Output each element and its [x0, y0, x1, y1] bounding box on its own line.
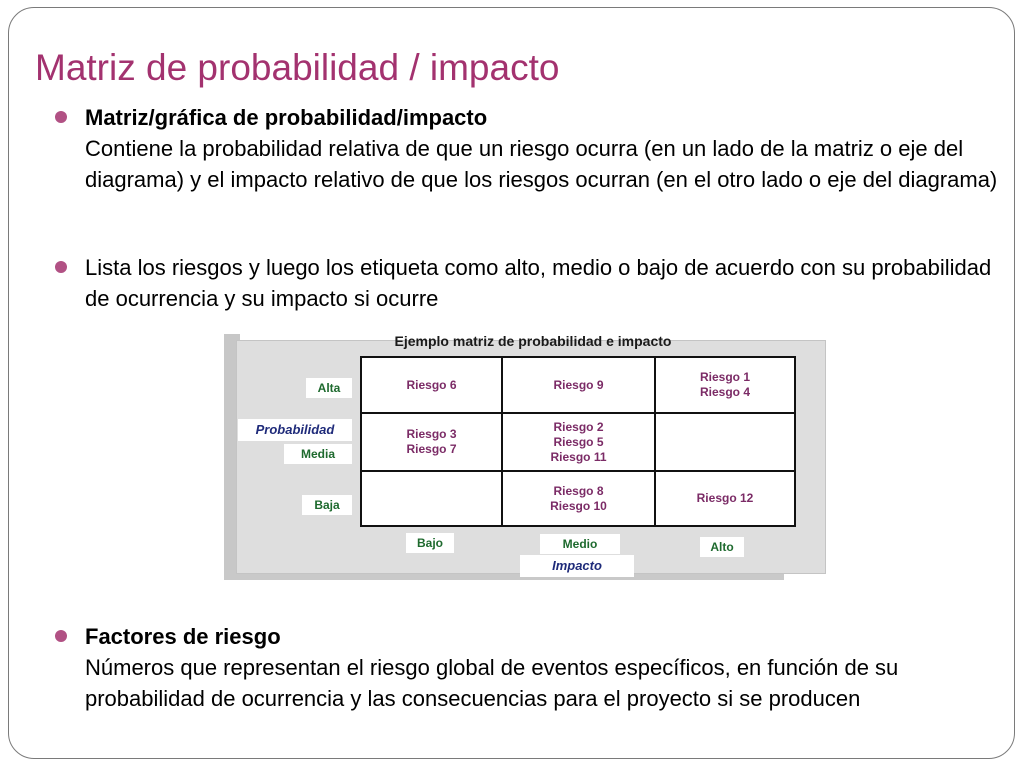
risk-item: Riesgo 9: [553, 377, 604, 392]
risk-item: Riesgo 12: [696, 491, 754, 505]
slide-title: Matriz de probabilidad / impacto: [35, 47, 560, 88]
bullet-heading: Factores de riesgo: [85, 624, 281, 649]
bullet-risk-factors: [85, 621, 1000, 714]
risk-item: Riesgo 4: [699, 385, 750, 399]
matrix-cell: [362, 358, 503, 414]
bullet-text: Lista los riesgos y luego los etiqueta como alto, medio o bajo de acuerdo con su probabilidad de ocurrencia y su impacto si ocurre: [85, 255, 992, 311]
matrix-cell: [503, 472, 656, 525]
matrix-cell: [503, 414, 656, 472]
probability-impact-matrix: [206, 330, 824, 582]
row-label-low: Baja: [302, 495, 352, 515]
matrix-cell: [362, 472, 503, 525]
matrix-cell: [656, 472, 794, 525]
y-axis-label: Probabilidad: [238, 419, 352, 441]
risk-item: Riesgo 7: [406, 442, 457, 456]
bullet-matrix: [85, 102, 1000, 195]
bullet-list-risks: [85, 252, 1000, 314]
risk-item: Riesgo 3: [406, 427, 457, 441]
col-label-medium: Medio: [540, 534, 620, 554]
risk-item: Riesgo 1: [699, 370, 750, 384]
matrix-cell: [503, 358, 656, 414]
col-label-high: Alto: [700, 537, 744, 557]
bullet-dot-icon: [55, 111, 67, 123]
risk-item: Riesgo 6: [406, 377, 457, 392]
matrix-cell: [656, 414, 794, 472]
x-axis-label: Impacto: [520, 555, 634, 577]
bullet-heading: Matriz/gráfica de probabilidad/impacto: [85, 105, 488, 130]
matrix-cell: [362, 414, 503, 472]
risk-item: Riesgo 2: [553, 419, 604, 434]
bullet-text: Números que representan el riesgo global de eventos específicos, en función de su probabilidad de ocurrencia y las consecuencias para el proyecto si se producen: [85, 655, 899, 711]
bullet-dot-icon: [55, 261, 67, 273]
risk-item: Riesgo 11: [550, 449, 607, 464]
risk-item: Riesgo 10: [550, 498, 607, 513]
bullet-dot-icon: [55, 630, 67, 642]
risk-item: Riesgo 5: [553, 434, 604, 449]
row-label-medium: Media: [284, 444, 352, 464]
row-label-high: Alta: [306, 378, 352, 398]
matrix-grid: [360, 356, 796, 527]
bullet-text: Contiene la probabilidad relativa de que un riesgo ocurra (en un lado de la matriz o eje del diagrama) y el impacto relativo de que los riesgos ocurran (en el otro lado o eje del diagrama): [85, 136, 998, 192]
risk-item: Riesgo 8: [553, 483, 604, 498]
matrix-cell: [656, 358, 794, 414]
matrix-title: Ejemplo matriz de probabilidad e impacto: [394, 333, 672, 349]
col-label-low: Bajo: [406, 533, 454, 553]
